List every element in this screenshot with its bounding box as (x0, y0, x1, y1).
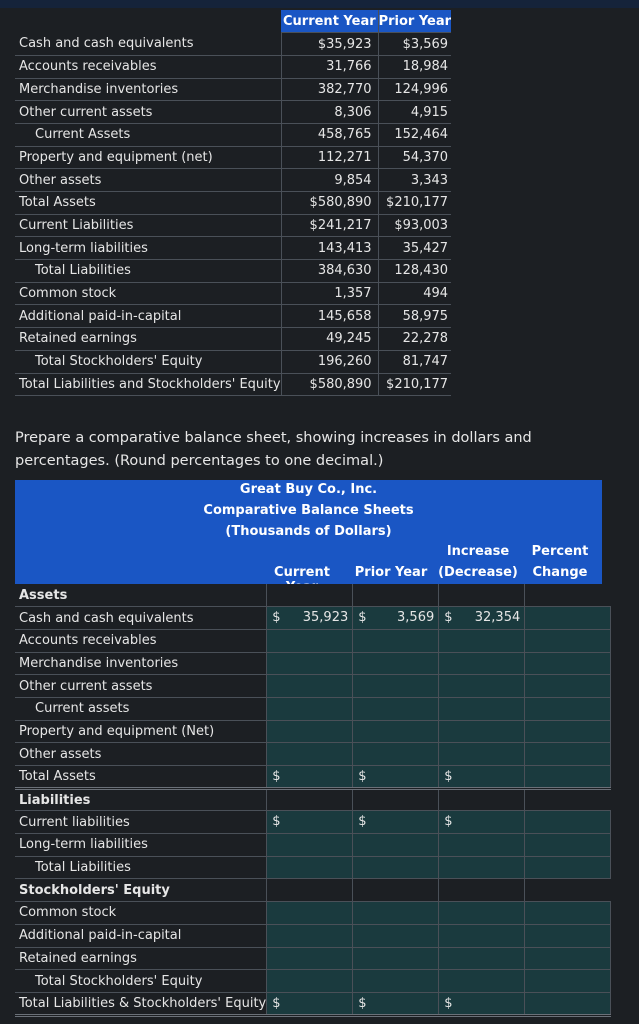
row-label: Total Liabilities and Stockholders' Equity (15, 373, 281, 396)
table-row (15, 675, 611, 698)
col-header-current: Current (274, 565, 330, 580)
percent-input[interactable] (525, 766, 611, 789)
table-row (15, 992, 611, 1015)
prior-value: 4,915 (378, 101, 451, 124)
increase-input[interactable] (439, 607, 525, 630)
section-label-equity: Stockholders' Equity (15, 879, 267, 902)
percent-input[interactable] (525, 652, 611, 675)
table-row (15, 856, 611, 879)
statement-title: Comparative Balance Sheets (203, 503, 414, 518)
section-row (15, 584, 611, 607)
row-label: Long-term liabilities (15, 237, 281, 260)
cell-value: 3,569 (397, 610, 435, 626)
percent-input[interactable] (525, 607, 611, 630)
table1-row (15, 328, 451, 351)
row-label: Total Stockholders' Equity (15, 970, 267, 993)
table-row (15, 970, 611, 993)
prior-value: 54,370 (378, 146, 451, 169)
prior-year-input[interactable] (353, 834, 439, 857)
table1-row (15, 78, 451, 101)
dollar-sign: $ (444, 814, 453, 830)
table1-row (15, 192, 451, 215)
dollar-sign: $ (444, 769, 453, 784)
empty-cell (267, 584, 353, 607)
row-label: Additional paid-in-capital (15, 924, 267, 947)
col-header-increase-line2: (Decrease) (438, 565, 518, 580)
row-label: Cash and cash equivalents (15, 607, 267, 630)
table1-row (15, 373, 451, 396)
row-label: Merchandise inventories (15, 78, 281, 101)
table1-row (15, 237, 451, 260)
table1-row (15, 282, 451, 305)
row-label: Total Stockholders' Equity (15, 350, 281, 373)
table-row (15, 902, 611, 925)
current-year-input[interactable] (267, 902, 353, 925)
col-header-increase-line1: Increase (446, 544, 510, 559)
prior-value: 124,996 (378, 78, 451, 101)
row-label: Current assets (15, 697, 267, 720)
table1-row (15, 169, 451, 192)
row-label: Current liabilities (15, 811, 267, 834)
current-year-input[interactable] (267, 924, 353, 947)
prior-year-input[interactable] (353, 766, 439, 789)
prior-value: 494 (378, 282, 451, 305)
table1-row (15, 55, 451, 78)
company-title: Great Buy Co., Inc. (239, 482, 378, 497)
increase-input[interactable] (439, 947, 525, 970)
current-year-input[interactable] (267, 629, 353, 652)
percent-input[interactable] (525, 924, 611, 947)
table-row (15, 697, 611, 720)
percent-input[interactable] (525, 992, 611, 1015)
prior-value: 152,464 (378, 123, 451, 146)
prior-value: 3,343 (378, 169, 451, 192)
row-label: Total Liabilities & Stockholders' Equity (15, 992, 267, 1015)
current-value: 112,271 (281, 146, 378, 169)
row-label: Current Liabilities (15, 214, 281, 237)
prior-value: 128,430 (378, 260, 451, 283)
row-label: Total Liabilities (15, 856, 267, 879)
current-year-input[interactable] (267, 743, 353, 766)
row-label: Retained earnings (15, 328, 281, 351)
current-value: $580,890 (281, 192, 378, 215)
dollar-sign: $ (358, 610, 367, 626)
row-label: Current Assets (15, 123, 281, 146)
prior-value: $210,177 (378, 192, 451, 215)
increase-input[interactable] (439, 924, 525, 947)
row-label: Other assets (15, 169, 281, 192)
increase-input[interactable] (439, 652, 525, 675)
table-row (15, 720, 611, 743)
prior-year-input[interactable] (353, 970, 439, 993)
prior-value: 18,984 (378, 55, 451, 78)
row-label: Common stock (15, 282, 281, 305)
percent-input[interactable] (525, 720, 611, 743)
increase-input[interactable] (439, 856, 525, 879)
prior-year-input[interactable] (353, 992, 439, 1015)
current-value: 382,770 (281, 78, 378, 101)
percent-input[interactable] (525, 834, 611, 857)
increase-input[interactable] (439, 992, 525, 1015)
current-year-input[interactable] (267, 675, 353, 698)
table1-row (15, 33, 451, 56)
increase-input[interactable] (439, 697, 525, 720)
comparative-sheet-header (15, 480, 602, 584)
prior-year-input[interactable] (353, 675, 439, 698)
col-header-percent-line1: Percent (531, 544, 589, 559)
instructions-text: Prepare a comparative balance sheet, showing increases in dollars and percentages. (Round percentages to one decimal.) (15, 430, 532, 469)
section-row (15, 879, 611, 902)
increase-input[interactable] (439, 675, 525, 698)
current-value: 458,765 (281, 123, 378, 146)
dollar-sign: $ (358, 814, 367, 830)
row-label: Total Liabilities (15, 260, 281, 283)
current-value: 1,357 (281, 282, 378, 305)
prior-year-input[interactable] (353, 743, 439, 766)
percent-input[interactable] (525, 743, 611, 766)
percent-input[interactable] (525, 629, 611, 652)
table-row (15, 834, 611, 857)
row-label: Total Assets (15, 192, 281, 215)
row-label: Common stock (15, 902, 267, 925)
row-label: Property and equipment (net) (15, 146, 281, 169)
percent-input[interactable] (525, 902, 611, 925)
current-value: 49,245 (281, 328, 378, 351)
table1-header-current: Current Year (281, 10, 378, 33)
empty-cell (353, 879, 439, 902)
row-label: Retained earnings (15, 947, 267, 970)
increase-input[interactable] (439, 811, 525, 834)
current-year-input[interactable] (267, 652, 353, 675)
prior-value: 35,427 (378, 237, 451, 260)
table-row (15, 811, 611, 834)
table1-row (15, 146, 451, 169)
table-row (15, 924, 611, 947)
percent-input[interactable] (525, 947, 611, 970)
col-header-prior: Prior Year (354, 565, 428, 580)
table-row (15, 607, 611, 630)
empty-cell (439, 584, 525, 607)
prior-value: $3,569 (378, 33, 451, 56)
table-row (15, 947, 611, 970)
prior-value: $93,003 (378, 214, 451, 237)
prior-year-input[interactable] (353, 652, 439, 675)
row-label: Other assets (15, 743, 267, 766)
current-year-input[interactable] (267, 766, 353, 789)
dollar-sign: $ (272, 814, 281, 830)
cell-value: 32,354 (474, 610, 521, 626)
empty-cell (353, 584, 439, 607)
row-label: Total Assets (15, 766, 267, 789)
empty-cell (267, 879, 353, 902)
table1-row (15, 260, 451, 283)
current-value: 31,766 (281, 55, 378, 78)
row-label: Accounts receivables (15, 55, 281, 78)
prior-year-input[interactable] (353, 924, 439, 947)
table-row (15, 629, 611, 652)
table1-header-row (15, 10, 451, 33)
col-header-percent-line2: Change (532, 565, 588, 580)
current-year-input[interactable] (267, 970, 353, 993)
row-label: Other current assets (15, 101, 281, 124)
empty-cell (525, 788, 611, 811)
top-bar (0, 0, 639, 8)
increase-input[interactable] (439, 834, 525, 857)
current-value: 9,854 (281, 169, 378, 192)
current-year-input[interactable] (267, 992, 353, 1015)
increase-input[interactable] (439, 902, 525, 925)
increase-input[interactable] (439, 720, 525, 743)
empty-cell (267, 788, 353, 811)
current-value: $35,923 (281, 33, 378, 56)
dollar-sign: $ (272, 610, 281, 626)
table-row (15, 652, 611, 675)
row-label: Other current assets (15, 675, 267, 698)
empty-cell (439, 788, 525, 811)
current-year-input[interactable] (267, 834, 353, 857)
dollar-sign: $ (272, 995, 281, 1011)
table1-header-blank (15, 10, 281, 33)
table1-row (15, 123, 451, 146)
prior-year-input[interactable] (353, 697, 439, 720)
section-row (15, 788, 611, 811)
current-value: 8,306 (281, 101, 378, 124)
percent-input[interactable] (525, 970, 611, 993)
current-value: 196,260 (281, 350, 378, 373)
current-year-input[interactable] (267, 856, 353, 879)
dollar-sign: $ (358, 769, 367, 784)
prior-year-input[interactable] (353, 629, 439, 652)
table1-row (15, 101, 451, 124)
current-value: $580,890 (281, 373, 378, 396)
prior-year-input[interactable] (353, 811, 439, 834)
comparative-balance-sheet-table (15, 584, 611, 1017)
current-year-input[interactable] (267, 607, 353, 630)
cell-value: 35,923 (302, 610, 349, 626)
table-row (15, 766, 611, 789)
dollar-sign: $ (444, 995, 453, 1011)
empty-cell (353, 788, 439, 811)
row-label: Additional paid-in-capital (15, 305, 281, 328)
prior-value: $210,177 (378, 373, 451, 396)
row-label: Long-term liabilities (15, 834, 267, 857)
prior-year-input[interactable] (353, 607, 439, 630)
current-year-input[interactable] (267, 811, 353, 834)
prior-year-input[interactable] (353, 947, 439, 970)
table1-header-prior: Prior Year (378, 10, 451, 33)
table1-row (15, 350, 451, 373)
table1-row (15, 305, 451, 328)
section-label-liabilities: Liabilities (15, 788, 267, 811)
row-label: Cash and cash equivalents (15, 33, 281, 56)
increase-input[interactable] (439, 629, 525, 652)
dollar-sign: $ (358, 995, 367, 1011)
current-year-input[interactable] (267, 947, 353, 970)
given-balance-sheet-table (15, 10, 451, 396)
prior-value: 58,975 (378, 305, 451, 328)
prior-year-input[interactable] (353, 902, 439, 925)
table-row (15, 743, 611, 766)
dollar-sign: $ (444, 610, 453, 626)
current-value: $241,217 (281, 214, 378, 237)
increase-input[interactable] (439, 766, 525, 789)
table1-row (15, 214, 451, 237)
increase-input[interactable] (439, 970, 525, 993)
prior-year-input[interactable] (353, 720, 439, 743)
empty-cell (439, 879, 525, 902)
prior-value: 81,747 (378, 350, 451, 373)
prior-year-input[interactable] (353, 856, 439, 879)
current-value: 143,413 (281, 237, 378, 260)
current-year-input[interactable] (267, 720, 353, 743)
prior-value: 22,278 (378, 328, 451, 351)
increase-input[interactable] (439, 743, 525, 766)
empty-cell (525, 879, 611, 902)
percent-input[interactable] (525, 675, 611, 698)
percent-input[interactable] (525, 856, 611, 879)
percent-input[interactable] (525, 811, 611, 834)
row-label: Merchandise inventories (15, 652, 267, 675)
empty-cell (525, 584, 611, 607)
dollar-sign: $ (272, 769, 281, 784)
percent-input[interactable] (525, 697, 611, 720)
current-year-input[interactable] (267, 697, 353, 720)
current-value: 145,658 (281, 305, 378, 328)
current-value: 384,630 (281, 260, 378, 283)
section-label-assets: Assets (15, 584, 267, 607)
row-label: Property and equipment (Net) (15, 720, 267, 743)
units-title: (Thousands of Dollars) (225, 524, 392, 539)
row-label: Accounts receivables (15, 629, 267, 652)
